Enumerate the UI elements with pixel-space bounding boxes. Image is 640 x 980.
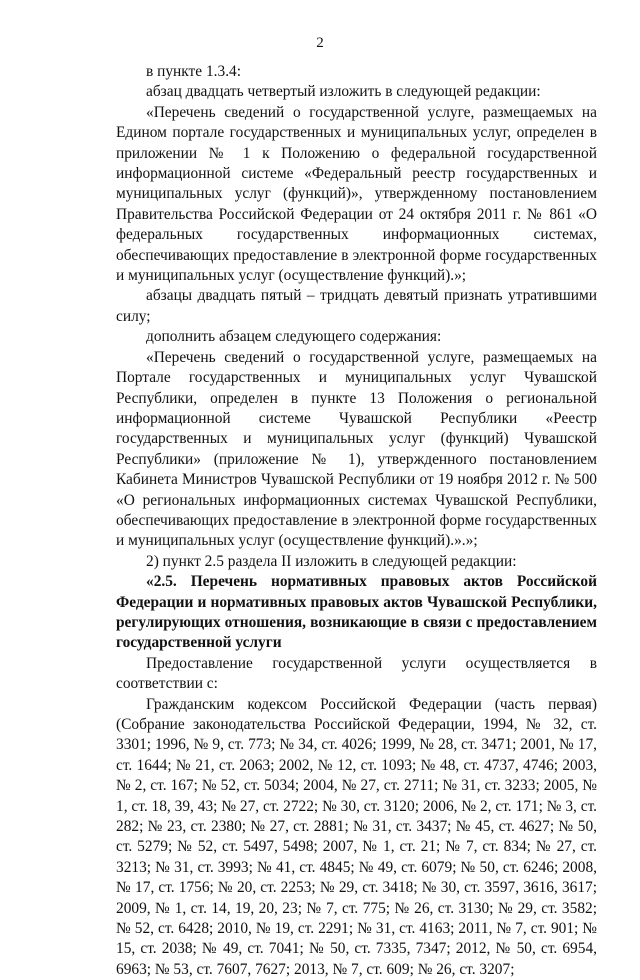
- paragraph-clause-2-5: 2) пункт 2.5 раздела II изложить в следующей редакции:: [146, 552, 517, 570]
- paragraph-provision-basis: Предоставление государственной услуги осуществляется в соответствии с:: [116, 654, 597, 693]
- paragraph-supplement: дополнить абзацем следующего содержания:: [146, 328, 442, 346]
- paragraph-repeal: абзацы двадцать пятый – тридцать девятый признать утратившими силу;: [116, 287, 597, 325]
- paragraph-clause-intro: в пункте 1.3.4:: [146, 63, 242, 80]
- paragraph-federal-portal: «Перечень сведений о государственной услуге, размещаемых на Едином портале государственных и муниципальных услуг, определен в приложении № 1 к Положению о федеральной государственной информационной системе «Федеральный реестр государственных и муниципальных услуг (функций)», утвержденному постановлением Правительства Российской Федерации от 24 октября 2011 г. № 861 «О федеральных государственных информационных системах, обеспечивающих предоставление в электронной форме государственных и муниципальных услуг (осуществление функций).»;: [116, 103, 597, 285]
- document-body: [116, 62, 597, 980]
- paragraph-amend-24: абзац двадцать четвертый изложить в следующей редакции:: [146, 83, 541, 101]
- page-number: 2: [316, 35, 324, 51]
- section-heading-2-5: «2.5. Перечень нормативных правовых актов Российской Федерации и нормативных правовых актов Чувашской Республики, регулирующих отношения, возникающие в связи с предоставлением государственной услуги: [116, 573, 597, 652]
- paragraph-civil-code: Гражданским кодексом Российской Федерации (часть первая) (Собрание законодательства Российской Федерации, 1994, № 32, ст. 3301; 1996, № 9, ст. 773; № 34, ст. 4026; 1999, № 28, ст. 3471; 2001, № 17, ст. 1644; № 21, ст. 2063; 2002, № 12, ст. 1093; № 48, ст. 4737, 4746; 2003, № 2, ст. 167; № 52, ст. 5034; 2004, № 27, ст. 2711; № 31, ст. 3233; 2005, № 1, ст. 18, 39, 43; № 27, ст. 2722; № 30, ст. 3120; 2006, № 2, ст. 171; № 3, ст. 282; № 23, ст. 2380; № 27, ст. 2881; № 31, ст. 3437; № 45, ст. 4627; № 50, ст. 5279; № 52, ст. 5497, 5498; 2007, № 1, ст. 21; № 7, ст. 834; № 27, ст. 3213; № 31, ст. 3993; № 41, ст. 4845; № 49, ст. 6079; № 50, ст. 6246; 2008, № 17, ст. 1756; № 20, ст. 2253; № 29, ст. 3418; № 30, ст. 3597, 3616, 3617; 2009, № 1, ст. 14, 19, 20, 23; № 7, ст. 775; № 26, ст. 3130; № 29, ст. 3582; № 52, ст. 6428; 2010, № 19, ст. 2291; № 31, ст. 4163; 2011, № 7, ст. 901; № 15, ст. 2038; № 49, ст. 7041; № 50, ст. 7335, 7347; 2012, № 50, ст. 6954, 6963; № 53, ст. 7607, 7627; 2013, № 7, ст. 609; № 26, ст. 3207;: [116, 695, 597, 978]
- paragraph-regional-portal: «Перечень сведений о государственной услуге, размещаемых на Портале государственных и муниципальных услуг Чувашской Республики, определен в пункте 13 Положения о региональной информационной системе Чувашской Республики «Реестр государственных и муниципальных услуг (функций) Чувашской Республики» (приложение № 1), утвержденного постановлением Кабинета Министров Чувашской Республики от 19 ноября 2012 г. № 500 «О региональных информационных системах Чувашской Республики, обеспечивающих предоставление в электронной форме государственных и муниципальных услуг (осуществление функций).».»;: [116, 348, 597, 550]
